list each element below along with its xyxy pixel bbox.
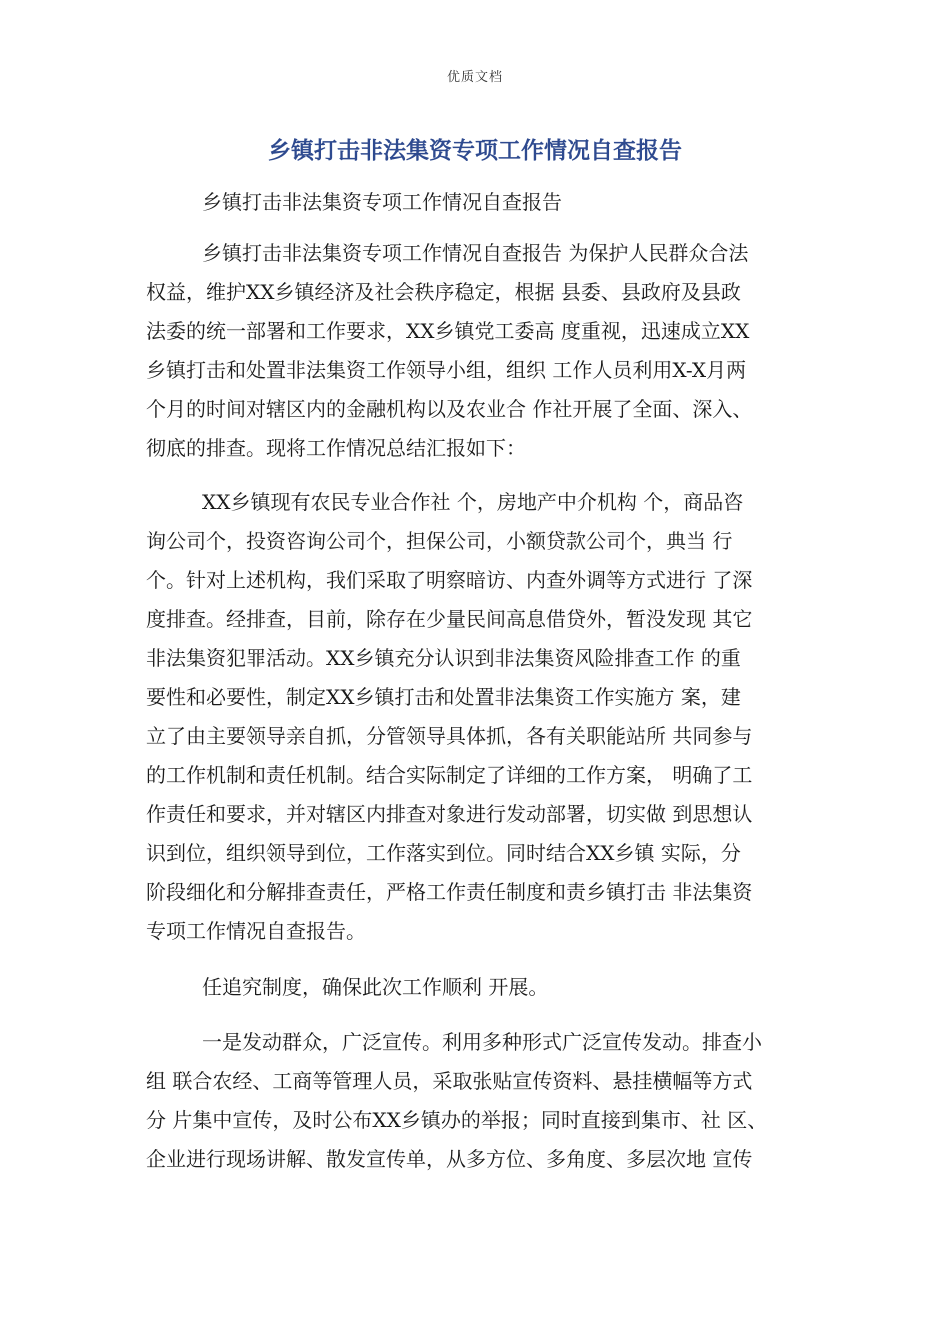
paragraph-line: XX乡镇现有农民专业合作社 个，房地产中介机构 个，商品咨 — [202, 490, 744, 514]
paragraph-line: 个月的时间对辖区内的金融机构以及农业合 作社开展了全面、深入、 — [146, 397, 753, 421]
paragraph-line: 分 片集中宣传，及时公布XX乡镇办的举报；同时直接到集市、社 区、 — [146, 1108, 768, 1132]
paragraph-line: 乡镇打击和处置非法集资工作领导小组，组织 工作人员利用X-X月两 — [146, 358, 747, 382]
paragraph-line: 任追究制度，确保此次工作顺利 开展。 — [202, 975, 549, 999]
paragraph-line: 权益，维护XX乡镇经济及社会秩序稳定，根据 县委、县政府及县政 — [146, 280, 741, 304]
paragraph-line: 乡镇打击非法集资专项工作情况自查报告 为保护人民群众合法 — [202, 241, 749, 265]
paragraph-line: 专项工作情况自查报告。 — [146, 919, 366, 943]
paragraph-line: 度排查。经排查，目前，除存在少量民间高息借贷外，暂没发现 其它 — [146, 607, 753, 631]
paragraph-line: 立了由主要领导亲自抓，分管领导具体抓，各有关职能站所 共同参与 — [146, 724, 753, 748]
document-title: 乡镇打击非法集资专项工作情况自查报告 — [268, 138, 682, 164]
document-subtitle: 乡镇打击非法集资专项工作情况自查报告 — [202, 190, 562, 214]
paragraph-line: 识到位，组织领导到位，工作落实到位。同时结合XX乡镇 实际，分 — [146, 841, 741, 865]
paragraph-line: 法委的统一部署和工作要求，XX乡镇党工委高 度重视，迅速成立XX — [146, 319, 750, 343]
paragraph-line: 彻底的排查。现将工作情况总结汇报如下： — [146, 436, 526, 460]
paragraph-line: 非法集资犯罪活动。XX乡镇充分认识到非法集资风险排查工作 的重 — [146, 646, 741, 670]
paragraph-line: 询公司个，投资咨询公司个，担保公司，小额贷款公司个，典当 行 — [146, 529, 733, 553]
paragraph-line: 组 联合农经、工商等管理人员，采取张贴宣传资料、悬挂横幅等方式 — [146, 1069, 753, 1093]
paragraph-line: 作责任和要求，并对辖区内排查对象进行发动部署，切实做 到思想认 — [146, 802, 753, 826]
paragraph-line: 一是发动群众，广泛宣传。利用多种形式广泛宣传发动。排查小 — [202, 1030, 762, 1054]
paragraph-line: 要性和必要性，制定XX乡镇打击和处置非法集资工作实施方 案，建 — [146, 685, 741, 709]
paragraph-line: 的工作机制和责任机制。结合实际制定了详细的工作方案， 明确了工 — [146, 763, 753, 787]
paragraph-line: 阶段细化和分解排查责任，严格工作责任制度和责乡镇打击 非法集资 — [146, 880, 753, 904]
paragraph-line: 个。针对上述机构，我们采取了明察暗访、内查外调等方式进行 了深 — [146, 568, 753, 592]
paragraph-line: 企业进行现场讲解、散发宣传单，从多方位、多角度、多层次地 宣传 — [146, 1147, 753, 1171]
page-header: 优质文档 — [446, 70, 503, 85]
